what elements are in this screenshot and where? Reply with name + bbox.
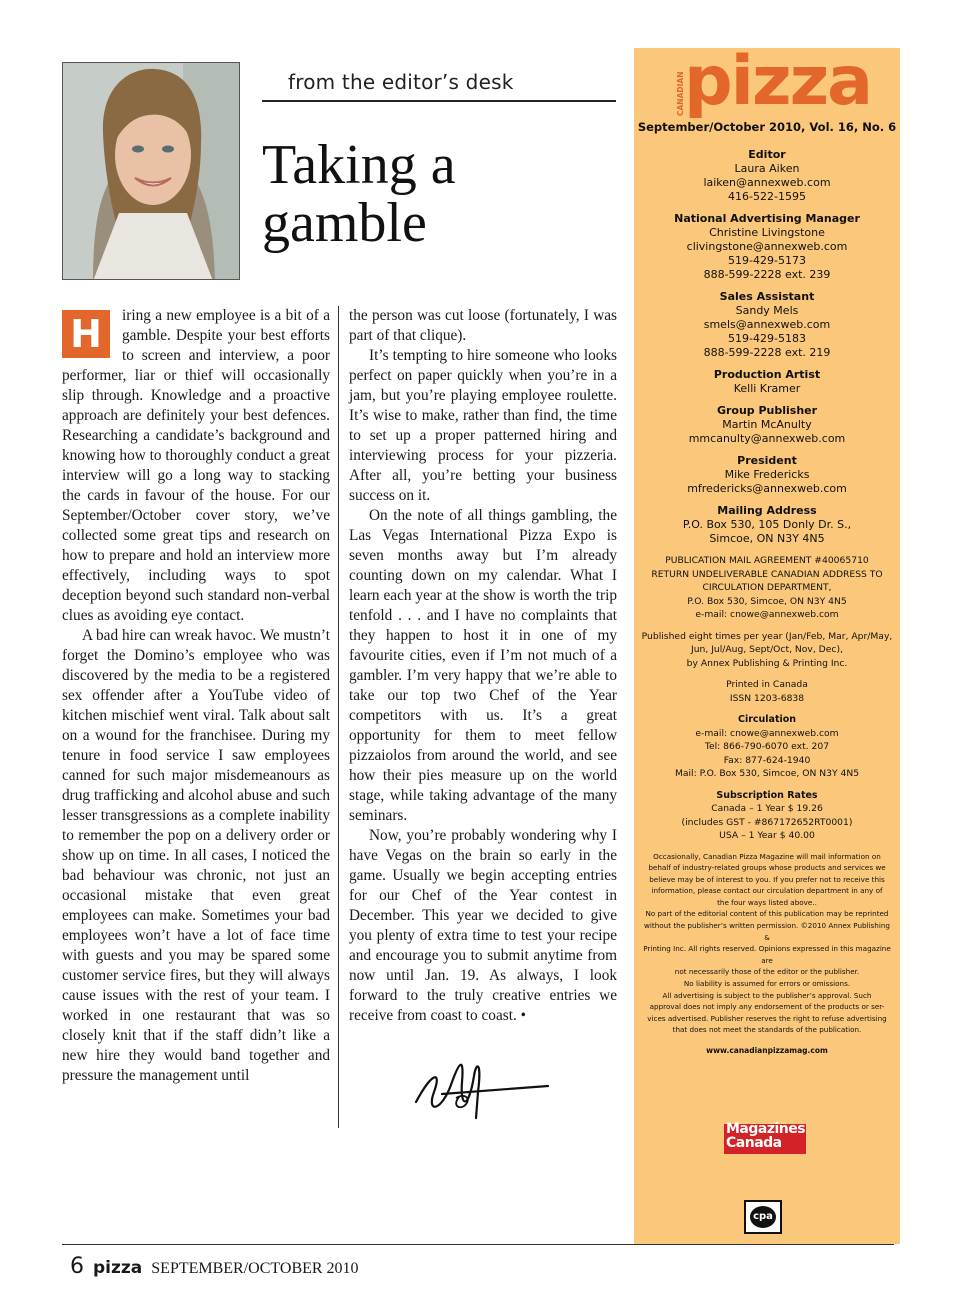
masthead-line: 888-599-2228 ext. 239 xyxy=(703,268,831,281)
printed-line: ISSN 1203-6838 xyxy=(729,692,805,704)
masthead-line: mfredericks@annexweb.com xyxy=(687,482,847,495)
masthead-title: National Advertising Manager xyxy=(674,212,860,225)
fine-print-line: No liability is assumed for errors or omissions. xyxy=(683,979,851,989)
footer-rule xyxy=(62,1244,894,1245)
article-paragraph: On the note of all things gambling, the Las Vegas International Pizza Expo is seven months away but I’m already counting down on my calendar. What I learn each year at the show is worth the trip tenfold . . . and I have no complaints that they happen to host it in one of my favourite cities, even if I’m not much of a gambler. I’m very happy that we’re able to take our top two Chef of the Year competitors with us. It’s a great opportunity for them to meet fellow pizzaiolos from around the world, and see how their pies measure up on the world stage, while taking advantage of the many seminars. xyxy=(349,507,617,824)
masthead-line: mmcanulty@annexweb.com xyxy=(688,432,846,445)
issue-info: September/October 2010, Vol. 16, No. 6 xyxy=(637,120,897,134)
subscription-line: (includes GST - #867172652RT0001) xyxy=(681,816,853,828)
published-line: Jun, Jul/Aug, Sept/Oct, Nov, Dec), xyxy=(691,644,843,655)
published-line: Published eight times per year (Jan/Feb, Mar, Apr/May, xyxy=(641,630,893,642)
article-column-1 xyxy=(62,306,330,1086)
masthead-list xyxy=(634,148,900,1058)
masthead-line: Mike Fredericks xyxy=(724,468,810,481)
circulation-line: Mail: P.O. Box 530, Simcoe, ON N3Y 4N5 xyxy=(674,768,860,779)
masthead-title: Mailing Address xyxy=(717,504,817,517)
article-column-2 xyxy=(349,306,617,1026)
fine-print-line: that does not meet the standards of the publication. xyxy=(672,1025,862,1035)
page-footer xyxy=(70,1254,359,1279)
fine-print-line: Printing Inc. All rights reserved. Opinions expressed in this magazine are xyxy=(643,944,891,965)
masthead-line: 888-599-2228 ext. 219 xyxy=(703,346,831,359)
section-label: from the editor’s desk xyxy=(288,70,514,94)
page-number: 6 xyxy=(70,1254,84,1279)
fine-print-line: not necessarily those of the editor or the publisher. xyxy=(674,967,860,977)
svg-text:CANADIAN: CANADIAN xyxy=(676,71,685,116)
masthead-block xyxy=(634,404,900,446)
publication-mail-line: PUBLICATION MAIL AGREEMENT #40065710 xyxy=(665,555,869,566)
masthead-line: P.O. Box 530, 105 Donly Dr. S., xyxy=(682,518,852,531)
fine-print-line: vices advertised. Publisher reserves the right to refuse advertising xyxy=(647,1013,887,1023)
column-divider xyxy=(338,306,339,1128)
masthead-line: Simcoe, ON N3Y 4N5 xyxy=(709,532,825,545)
publication-mail-line: RETURN UNDELIVERABLE CANADIAN ADDRESS TO xyxy=(651,568,883,580)
circulation-line: Tel: 866-790-6070 ext. 207 xyxy=(704,741,830,752)
circulation-line: Fax: 877-624-1940 xyxy=(723,754,811,766)
publication-mail-line: CIRCULATION DEPARTMENT, xyxy=(702,582,832,593)
fine-print xyxy=(634,851,900,1037)
cpa-logo xyxy=(744,1200,782,1234)
publication-mail-line: P.O. Box 530, Simcoe, ON N3Y 4N5 xyxy=(687,595,847,607)
masthead-line: 519-429-5173 xyxy=(728,254,806,267)
fine-print-line: information, please contact our circulation department in any of xyxy=(651,886,883,896)
footer-date: SEPTEMBER/OCTOBER 2010 xyxy=(151,1260,359,1277)
editor-photo xyxy=(62,62,240,280)
masthead-line: Laura Aiken xyxy=(734,162,800,175)
cpa-logo-text: cpa xyxy=(750,1206,776,1228)
fine-print-line: without the publisher’s written permission. ©2010 Annex Publishing & xyxy=(644,921,890,942)
fine-print-line: Occasionally, Canadian Pizza Magazine will mail information on xyxy=(653,851,881,861)
masthead-line: laiken@annexweb.com xyxy=(703,176,831,189)
publication-mail-line: e-mail: cnowe@annexweb.com xyxy=(695,609,839,620)
drop-cap: H xyxy=(62,310,110,358)
circulation-heading: Circulation xyxy=(737,714,797,725)
canadian-pizza-logo xyxy=(674,42,872,121)
subscription-heading: Subscription Rates xyxy=(716,789,818,801)
masthead-line: Kelli Kramer xyxy=(733,382,801,395)
article-paragraph: A bad hire can wreak havoc. We mustn’t forget the Domino’s employee who was discovered by the media to be a registered sex offender after a YouTube video of kitchen mischief went viral. Talk about salt on a wound for the franchisee. During my tenure in food service I saw employees canned for such major misdemeanours as drug trafficking and alcohol abuse and such lesser transgressions as a complete inability to remember the pop on a delivery order or show up on time. In all cases, I noticed the bad behaviour was chronic, not just an occasional mistake that even great employees can make. Sometimes your bad employees won’t have a lot of face time with guests and you may be spared some customer service fires, but they will always cause issues with the rest of your team. I worked in one restaurant that was so closely knit that if the staff didn’t like a new hire they would band together and pressure the management until xyxy=(62,627,330,1084)
article-paragraph: It’s tempting to hire someone who looks perfect on paper quickly when you’re in a jam, but you’re playing employee roulette. It’s wise to make, rather than find, the time to set up a proper patterned hiring and interviewing process for your pizzeria. After all, you’re betting your business success on it. xyxy=(349,347,617,504)
subscription-line: Canada – 1 Year $ 19.26 xyxy=(711,803,823,814)
magazines-canada-line: Canada xyxy=(726,1135,782,1151)
magazines-canada-logo xyxy=(724,1118,814,1158)
masthead-title: President xyxy=(737,454,797,467)
masthead-line: Christine Livingstone xyxy=(709,226,825,239)
fine-print-line: All advertising is subject to the publisher’s approval. Such xyxy=(662,990,872,1000)
article-paragraph xyxy=(62,306,330,626)
article-paragraph: the person was cut loose (fortunately, I was part of that clique). xyxy=(349,307,617,344)
masthead-title: Group Publisher xyxy=(716,404,818,417)
paragraph-text: iring a new employee is a bit of a gamble. Despite your best efforts to screen and interview, a poor performer, liar or thief will occasionally slip through. Knowledge and a proactive approach are definitely your best defences. Researching a candidate’s background and knowing how to thoroughly conduct a great interview will go a long way to stacking the cards in favour of the house. For our September/October cover story, we’ve collected some great tips and research on how to prepare and hold an interview more effectively, including ways to spot deception beyond such standard non-verbal clues as avoiding eye contact. xyxy=(62,307,330,624)
masthead-block xyxy=(634,290,900,360)
logo-pizza-text: pizza xyxy=(684,42,872,121)
footer-magazine: pizza xyxy=(93,1258,143,1278)
masthead-block xyxy=(634,148,900,204)
magazines-canada-line: Magazines xyxy=(726,1121,806,1137)
printed-line: Printed in Canada xyxy=(726,679,808,690)
masthead-block xyxy=(634,454,900,496)
masthead-title: Sales Assistant xyxy=(719,290,815,303)
fine-print-line: approval does not imply any endorsement of the products or ser- xyxy=(649,1002,885,1012)
masthead-title: Editor xyxy=(748,148,786,161)
publication-info xyxy=(634,554,900,1058)
masthead-block xyxy=(634,212,900,282)
masthead-line: clivingstone@annexweb.com xyxy=(686,240,848,253)
masthead-block xyxy=(634,368,900,396)
fine-print-line: No part of the editorial content of this publication may be reprinted xyxy=(645,909,889,919)
fine-print-line: the four ways listed above.. xyxy=(717,897,817,907)
section-divider xyxy=(262,100,616,102)
masthead-block xyxy=(634,504,900,546)
article-paragraph: Now, you’re probably wondering why I have Vegas on the brain so early in the game. Usually we begin accepting entries for our Chef of the Year contest in December. This year we decided to give you plenty of extra time to test your recipe and encourage you to submit anytime from now until Jan. 19. As always, I look forward to the truly creative entries we receive from coast to coast. • xyxy=(349,827,617,1024)
published-line: by Annex Publishing & Printing Inc. xyxy=(686,657,848,669)
editor-signature xyxy=(412,1052,552,1122)
masthead-line: Sandy Mels xyxy=(735,304,799,317)
fine-print-line: believe may be of interest to you. If you prefer not to receive this xyxy=(649,874,885,884)
fine-print-line: behalf of industry-related groups whose products and services we xyxy=(648,863,886,873)
circulation-line: e-mail: cnowe@annexweb.com xyxy=(695,727,839,739)
website-url: www.canadianpizzamag.com xyxy=(706,1046,828,1055)
masthead-line: Martin McAnulty xyxy=(722,418,812,431)
subscription-line: USA – 1 Year $ 40.00 xyxy=(719,830,815,841)
masthead-title: Production Artist xyxy=(713,368,821,381)
masthead-line: smels@annexweb.com xyxy=(703,318,831,331)
masthead-sidebar xyxy=(634,42,900,1244)
masthead-line: 519-429-5183 xyxy=(728,332,806,345)
article-headline: Taking a gamble xyxy=(262,134,456,254)
masthead-line: 416-522-1595 xyxy=(728,190,806,203)
